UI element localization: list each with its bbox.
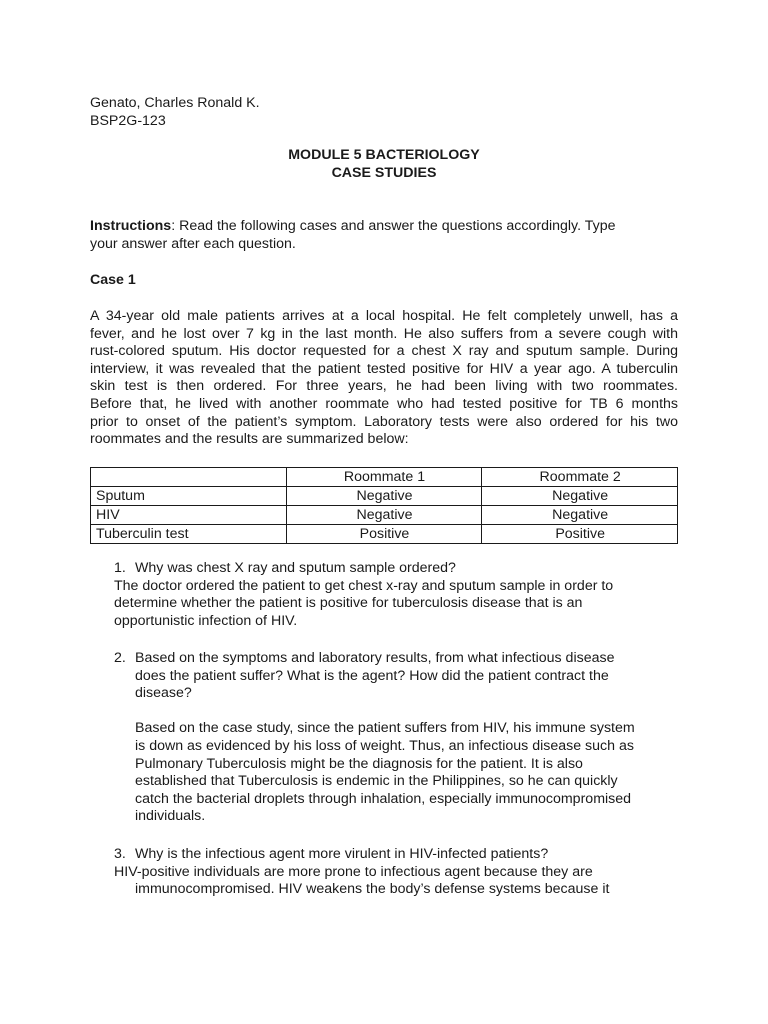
- table-cell: Negative: [482, 487, 678, 506]
- table-header-cell: Roommate 2: [482, 468, 678, 487]
- case-paragraph: [90, 308, 678, 449]
- instructions: [90, 218, 678, 253]
- table-cell: Negative: [286, 487, 482, 506]
- answer-line: Pulmonary Tuberculosis might be the diagnosis for the patient. It is also: [135, 755, 583, 772]
- table-row: [91, 525, 678, 544]
- question-text: Based on the symptoms and laboratory results, from what infectious disease: [135, 650, 615, 666]
- case-line: skin test is then ordered. For three years, he had been living with two roommates.: [90, 378, 678, 395]
- answer-line: catch the bacterial droplets through inhalation, especially immunocompromised: [135, 790, 632, 807]
- answer-line: The doctor ordered the patient to get chest x-ray and sputum sample in order to: [114, 577, 614, 594]
- instructions-label: Instructions: [90, 218, 172, 234]
- author-section: BSP2G-123: [90, 113, 166, 129]
- question-text: Why is the infectious agent more virulent in HIV-infected patients?: [135, 846, 549, 862]
- title-line-1: MODULE 5 BACTERIOLOGY: [288, 147, 480, 163]
- results-table: [90, 467, 678, 544]
- answer-line: established that Tuberculosis is endemic in the Philippines, so he can quickly: [135, 773, 618, 790]
- case-line: fever, and he lost over 7 kg in the last month. He also suffers from a severe cough with: [90, 325, 678, 342]
- answer-line: opportunistic infection of HIV.: [114, 612, 298, 629]
- instructions-text-1: : Read the following cases and answer the questions accordingly. Type: [171, 218, 616, 234]
- answer-line: immunocompromised. HIV weakens the body’s defense systems because it: [135, 881, 610, 898]
- document-title: [90, 147, 678, 183]
- question-text: does the patient suffer? What is the agent? How did the patient contract the: [135, 667, 609, 684]
- table-cell: Negative: [482, 506, 678, 525]
- answer-line: determine whether the patient is positive for tuberculosis disease that is an: [114, 595, 583, 612]
- question-number: 3.: [114, 846, 126, 862]
- case-line: prior to onset of the patient’s symptom. Laboratory tests were also ordered for his two: [90, 413, 678, 430]
- table-header-row: [91, 468, 678, 487]
- question-text: Why was chest X ray and sputum sample ordered?: [135, 560, 456, 576]
- table-cell: Negative: [286, 506, 482, 525]
- question-1-line: [114, 560, 674, 578]
- table-cell: Sputum: [91, 487, 287, 506]
- case-line: roommates and the results are summarized below:: [90, 431, 409, 448]
- question-2: [114, 650, 674, 826]
- answer-line: Based on the case study, since the patient suffers from HIV, his immune system: [135, 720, 635, 737]
- table-row: [91, 487, 678, 506]
- case-line: Before that, he lived with another roommate who had tested positive for TB 6 months: [90, 395, 678, 412]
- instructions-line-1: [90, 218, 678, 236]
- table-cell: Positive: [482, 525, 678, 544]
- table-header-cell: [91, 468, 287, 487]
- instructions-text-2: your answer after each question.: [90, 235, 296, 252]
- question-3-line: [114, 846, 674, 864]
- table-cell: Tuberculin test: [91, 525, 287, 544]
- question-1: [114, 560, 674, 630]
- case-line: A 34-year old male patients arrives at a local hospital. He felt completely unwell, has a: [90, 308, 678, 324]
- table-header-cell: Roommate 1: [286, 468, 482, 487]
- question-2-line: [114, 650, 674, 668]
- table-row: [91, 506, 678, 525]
- case-heading: Case 1: [90, 272, 136, 288]
- author-header: [90, 95, 260, 131]
- table-cell: HIV: [91, 506, 287, 525]
- spacer: [114, 703, 674, 721]
- question-number: 1.: [114, 560, 126, 576]
- table-cell: Positive: [286, 525, 482, 544]
- answer-line: individuals.: [135, 808, 206, 825]
- question-number: 2.: [114, 650, 126, 666]
- answer-line: HIV-positive individuals are more prone to infectious agent because they are: [114, 863, 593, 880]
- author-name: Genato, Charles Ronald K.: [90, 95, 260, 111]
- case-line: interview, it was revealed that the patient tested positive for HIV a year ago. A tuberculin: [90, 360, 678, 377]
- answer-line: is down as evidenced by his loss of weight. Thus, an infectious disease such as: [135, 737, 634, 754]
- question-3: [114, 846, 674, 899]
- question-text: disease?: [135, 685, 192, 702]
- case-line: rust-colored sputum. His doctor requested for a chest X ray and sputum sample. During: [90, 343, 678, 360]
- title-line-2: CASE STUDIES: [331, 165, 437, 181]
